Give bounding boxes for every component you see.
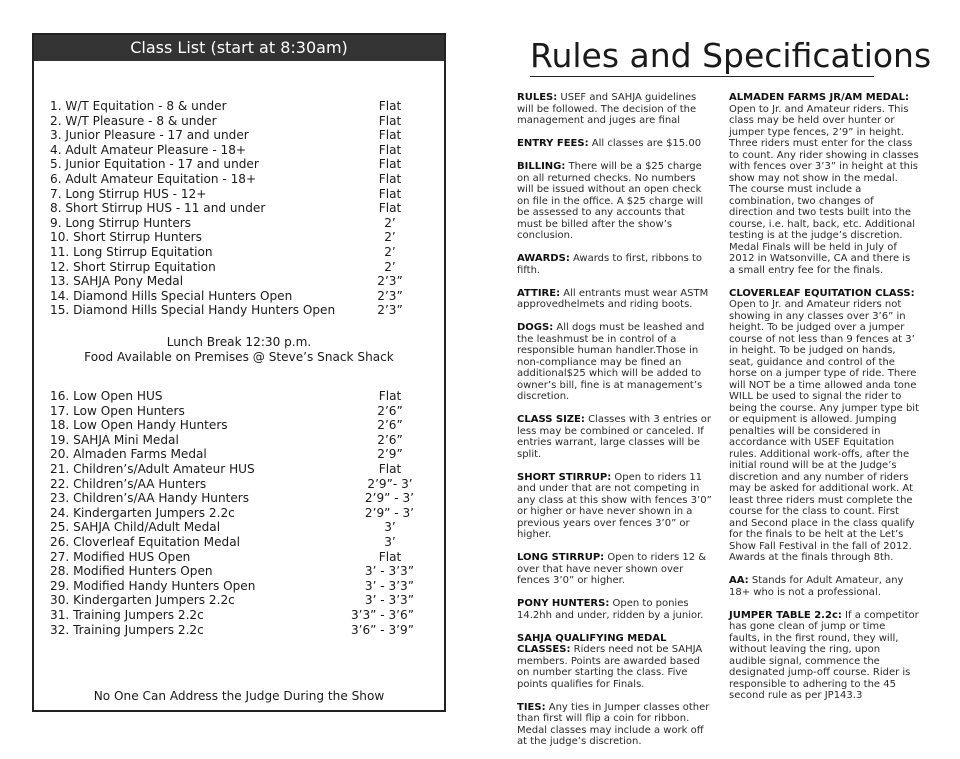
class-fence-height: 3’3” - 3’6”: [350, 607, 414, 622]
rule-paragraph: [729, 575, 919, 598]
class-fence-height: Flat: [378, 461, 402, 476]
class-row: [50, 389, 414, 404]
class-fence-height: 3’ - 3’3”: [364, 593, 414, 608]
class-name: 8. Short Stirrup HUS - 11 and under: [50, 201, 266, 216]
class-row: [50, 404, 414, 419]
rule-paragraph: [729, 92, 919, 276]
class-fence-height: Flat: [378, 128, 402, 143]
class-row: [50, 260, 414, 275]
class-fence-height: 2’3”: [377, 303, 403, 318]
rule-text: Stands for Adult Amateur, any 18+ who is not a professional.: [729, 575, 904, 598]
class-fence-height: 2’3”: [377, 288, 403, 303]
class-row: [50, 230, 414, 245]
rule-heading: TIES:: [517, 701, 546, 713]
rule-paragraph: [517, 288, 712, 311]
rule-heading: LONG STIRRUP:: [517, 552, 605, 563]
rule-text: There will be a $25 charge on all returned checks. No numbers will be issued without an open check on file in the office. A $25 charge will be assessed to any accounts that must be billed after the show’s conclusion.: [517, 161, 704, 241]
class-name: 19. SAHJA Mini Medal: [50, 432, 179, 447]
rule-text: Open to ponies 14.2hh and under, ridden by a junior.: [517, 598, 704, 621]
class-name: 7. Long Stirrup HUS - 12+: [50, 186, 207, 201]
class-name: 12. Short Stirrup Equitation: [50, 259, 216, 274]
class-name: 27. Modified HUS Open: [50, 549, 191, 564]
class-row: [50, 477, 414, 492]
class-fence-height: Flat: [378, 142, 402, 157]
class-name: 32. Training Jumpers 2.2c: [50, 622, 204, 637]
rules-title: Rules and Specifications: [530, 36, 932, 75]
rule-text: Any ties in Jumper classes other than first will flip a coin for ribbon. Medal classes may include a work off at the judge’s discretion.: [517, 701, 710, 747]
class-name: 30. Kindergarten Jumpers 2.2c: [50, 593, 235, 608]
class-name: 23. Children’s/AA Handy Hunters: [50, 491, 250, 506]
class-row: [50, 418, 414, 433]
rule-text: All classes are $15.00: [588, 138, 702, 149]
rule-heading: CLOVERLEAF EQUITATION CLASS:: [729, 287, 915, 299]
rule-text: Open to Jr. and Amateur riders. This class may be held over hunter or jumper type fences, 2’9” in height. Three riders must enter for the class to count. Any rider showing in classes with fences over 3’3” in height at this show may not show in the medal. The course must include a combination, two changes of direction and two tests built into the course, i.e. halt, back, etc. Additional testing is at the judge’s discretion. Medal Finals will be held in July of 2012 in Watsonville, CA and there is a small entry fee for the finals.: [729, 103, 919, 276]
class-fence-height: 3’: [384, 520, 396, 535]
class-name: 14. Diamond Hills Special Hunters Open: [50, 288, 293, 303]
class-row: [50, 157, 414, 172]
class-row: [50, 535, 414, 550]
class-fence-height: 2’6”: [377, 432, 403, 447]
class-row: [50, 245, 414, 260]
class-row: [50, 579, 414, 594]
rule-paragraph: [517, 253, 712, 276]
class-fence-height: 3’ - 3’3”: [364, 578, 414, 593]
rules-column-right: [729, 92, 919, 713]
class-name: 31. Training Jumpers 2.2c: [50, 607, 204, 622]
class-name: 16. Low Open HUS: [50, 389, 163, 403]
class-name: 20. Almaden Farms Medal: [50, 447, 207, 462]
class-row: [50, 491, 414, 506]
rule-heading: AWARDS:: [517, 253, 570, 264]
class-row: [50, 433, 414, 448]
rule-text: Open to Jr. and Amateur riders not showing in any classes over 3’6” in height. To be judged over a jumper course of not less than 9 fences at 3’ in height. To be judged on hands, seat, guidance and control of the horse on a jumper type of ride. There will NOT be a time allowed anda tone WILL be used to signal the rider to being the course. Any jumper type bit or equipment is allowed. Jumping penalties will be considered in accordance with USEF Equitation rules. Additional work-offs, after the initial round will be at the Judge’s discretion and any number of riders may be asked for additional work. At least three riders must complete the course for the class to count. First and Second place in the class qualify for the finals to be helt at the Let’s Show Fall Festival in the fall of 2012. Awards at the finals through 8th.: [729, 299, 920, 563]
class-fence-height: 2’6”: [377, 418, 403, 433]
class-name: 22. Children’s/AA Hunters: [50, 476, 207, 491]
rule-text: Classes with 3 entries or less may be combined or canceled. If entries warrant, large classes will be split.: [517, 414, 711, 460]
rule-heading: JUMPER TABLE 2.2c:: [729, 609, 842, 621]
rule-heading: BILLING:: [517, 161, 566, 172]
class-fence-height: 3’6” - 3’9”: [350, 622, 414, 637]
class-row: [50, 608, 414, 623]
class-list-header: Class List (start at 8:30am): [34, 35, 444, 61]
class-row: [50, 216, 414, 231]
class-name: 25. SAHJA Child/Adult Medal: [50, 520, 221, 535]
class-row: [50, 128, 414, 143]
class-name: 9. Long Stirrup Hunters: [50, 215, 192, 230]
class-row: [50, 201, 414, 216]
class-row: [50, 99, 414, 114]
class-fence-height: 2’9” - 3’: [364, 505, 414, 520]
class-name: 29. Modified Handy Hunters Open: [50, 578, 256, 593]
class-row: [50, 520, 414, 535]
class-row: [50, 172, 414, 187]
rule-text: All dogs must be leashed and the leashmust be in control of a responsible human handler.Those in non-compliance may be fined an additional$25 which will be added to owner’s bill, fine is at management’s discretion.: [517, 322, 705, 402]
class-fence-height: Flat: [378, 186, 402, 201]
class-fence-height: Flat: [378, 171, 402, 186]
class-fence-height: Flat: [378, 99, 402, 113]
rule-heading: DOGS:: [517, 322, 554, 333]
rule-paragraph: [729, 610, 919, 702]
rule-text: USEF and SAHJA guidelines will be followed. The decision of the management and juges are final: [517, 92, 697, 126]
class-name: 26. Cloverleaf Equitation Medal: [50, 534, 240, 549]
class-name: 10. Short Stirrup Hunters: [50, 230, 202, 245]
rule-paragraph: [517, 92, 712, 127]
rule-paragraph: [517, 552, 712, 587]
rule-paragraph: [517, 322, 712, 403]
class-name: 2. W/T Pleasure - 8 & under: [50, 113, 217, 128]
rule-heading: RULES:: [517, 92, 558, 103]
rule-paragraph: [517, 472, 712, 541]
rule-paragraph: [517, 598, 712, 621]
class-list-panel: [32, 33, 446, 712]
class-name: 28. Modified Hunters Open: [50, 564, 213, 579]
rule-heading: PONY HUNTERS:: [517, 598, 610, 609]
rule-paragraph: [517, 138, 712, 150]
class-name: 3. Junior Pleasure - 17 and under: [50, 128, 249, 143]
rule-heading: ENTRY FEES:: [517, 138, 589, 149]
rules-column-left: [517, 92, 712, 759]
class-row: [50, 187, 414, 202]
class-fence-height: 2’9”- 3’: [367, 476, 413, 491]
class-fence-height: 2’9” - 3’: [364, 491, 414, 506]
class-name: 1. W/T Equitation - 8 & under: [50, 99, 227, 113]
class-fence-height: 2’: [384, 230, 396, 245]
rule-heading: SAHJA QUALIFYING MEDAL CLASSES:: [517, 632, 667, 655]
class-row: [50, 564, 414, 579]
rule-text: All entrants must wear ASTM approvedhelmets and riding boots.: [517, 287, 709, 310]
class-name: 4. Adult Amateur Pleasure - 18+: [50, 142, 247, 157]
rule-paragraph: [517, 633, 712, 691]
class-fence-height: 3’ - 3’3”: [364, 564, 414, 579]
class-fence-height: Flat: [378, 201, 402, 216]
class-fence-height: 2’3”: [377, 274, 403, 289]
rule-text: Awards to first, ribbons to fifth.: [517, 253, 702, 276]
class-row: [50, 447, 414, 462]
class-name: 15. Diamond Hills Special Handy Hunters Open: [50, 303, 336, 318]
class-fence-height: 2’: [384, 244, 396, 259]
class-name: 5. Junior Equitation - 17 and under: [50, 157, 259, 172]
judge-notice: No One Can Address the Judge During the Show: [93, 689, 385, 703]
class-row: [50, 274, 414, 289]
class-fence-height: 2’: [384, 259, 396, 274]
class-row: [50, 289, 414, 304]
class-name: 13. SAHJA Pony Medal: [50, 274, 184, 289]
class-fence-height: Flat: [378, 549, 402, 564]
rule-heading: SHORT STIRRUP:: [517, 471, 612, 483]
class-row: [50, 623, 414, 638]
class-name: 17. Low Open Hunters: [50, 403, 185, 418]
class-list-morning: [50, 99, 414, 318]
class-fence-height: 2’6”: [377, 403, 403, 418]
lunch-break-note: [34, 335, 444, 365]
rule-paragraph: [517, 161, 712, 242]
rule-paragraph: [517, 414, 712, 460]
class-row: [50, 303, 414, 318]
class-fence-height: 2’9”: [377, 447, 403, 462]
class-name: 24. Kindergarten Jumpers 2.2c: [50, 505, 235, 520]
class-name: 6. Adult Amateur Equitation - 18+: [50, 171, 257, 186]
rule-text: Open to riders 11 and under that are not competing in any class at this show with fences 3’0” or higher or have never shown in a previous years over fences 3’0” or higher.: [517, 471, 712, 540]
rule-text: If a competitor has gone clean of jump or time faults, in the first round, they will, without leaving the ring, upon audible signal, commence the designated jump-off course. Rider is responsible to adhering to the 45 second rule as per JP143.3: [729, 609, 919, 701]
class-row: [50, 593, 414, 608]
class-row: [50, 506, 414, 521]
food-note: Food Available on Premises @ Steve’s Snack Shack: [84, 350, 394, 364]
class-fence-height: 2’: [384, 215, 396, 230]
rule-heading: ATTIRE:: [517, 287, 561, 299]
rule-heading: ALMADEN FARMS JR/AM MEDAL:: [729, 92, 909, 103]
rule-text: Riders need not be SAHJA members. Points are awarded based on number starting the class. Five points qualifies for Finals.: [517, 644, 703, 690]
class-name: 11. Long Stirrup Equitation: [50, 244, 213, 259]
class-name: 21. Children’s/Adult Amateur HUS: [50, 461, 255, 476]
class-fence-height: Flat: [378, 113, 402, 128]
rule-text: Open to riders 12 & over that have never shown over fences 3’0” or higher.: [517, 552, 707, 586]
class-row: [50, 550, 414, 565]
class-row: [50, 114, 414, 129]
class-fence-height: 3’: [384, 534, 396, 549]
lunch-break-time: Lunch Break 12:30 p.m.: [166, 335, 312, 349]
class-row: [50, 462, 414, 477]
rule-heading: AA:: [729, 575, 749, 586]
class-row: [50, 143, 414, 158]
class-list-afternoon: [50, 389, 414, 637]
rule-heading: CLASS SIZE:: [517, 414, 585, 425]
class-fence-height: Flat: [378, 389, 402, 403]
class-fence-height: Flat: [378, 157, 402, 172]
class-name: 18. Low Open Handy Hunters: [50, 418, 228, 433]
rule-paragraph: [729, 288, 919, 564]
